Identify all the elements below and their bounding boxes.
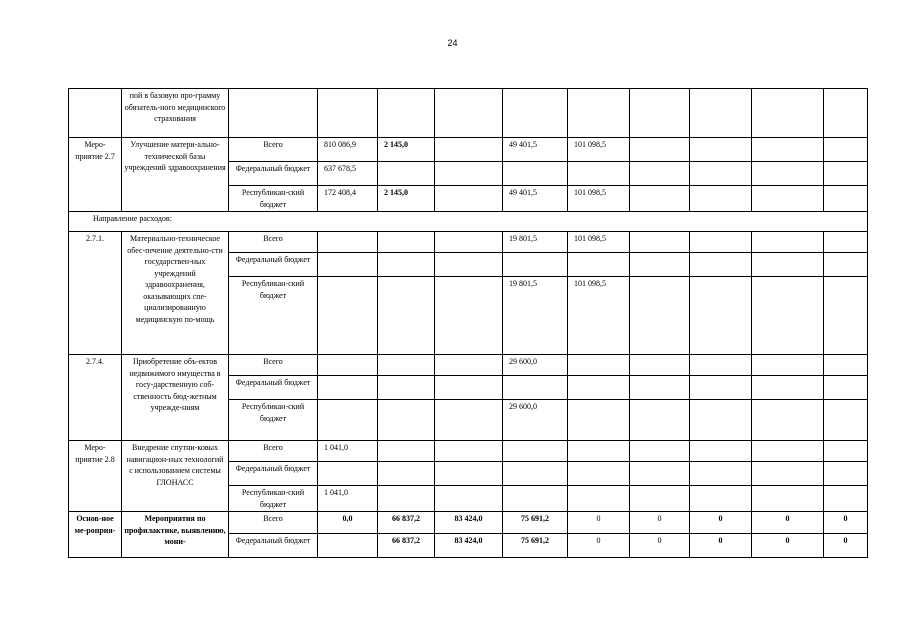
value-cell: 0 — [752, 534, 824, 558]
value-cell: 66 837,2 — [378, 512, 435, 534]
value-cell: 49 401,5 — [503, 138, 568, 162]
activity-code: Основ-ное ме-роприя- — [69, 512, 122, 558]
activity-name: Мероприятия по профилактике, выявлению, мони- — [122, 512, 229, 558]
value-cell: 66 837,2 — [378, 534, 435, 558]
table-row — [69, 441, 868, 462]
table-row — [69, 138, 868, 162]
source-label: Всего — [229, 232, 318, 253]
source-label: Республикан-ский бюджет — [229, 400, 318, 441]
source-label: Федеральный бюджет — [229, 376, 318, 400]
table-row — [69, 212, 868, 232]
value-cell: 810 086,9 — [318, 138, 378, 162]
source-label: Республикан-ский бюджет — [229, 486, 318, 512]
value-cell: 29 600,0 — [503, 400, 568, 441]
value-cell: 83 424,0 — [435, 512, 503, 534]
value-cell: 0 — [568, 512, 630, 534]
value-cell: 101 098,5 — [568, 186, 630, 212]
value-cell: 49 401,5 — [503, 186, 568, 212]
activity-name: Материально-техническое обес-печение деятельно-сти государствен-ных учреждений здравоохранения, оказывающих спе-циализированную медицинскую по-мощь — [122, 232, 229, 355]
source-label: Республикан-ский бюджет — [229, 186, 318, 212]
value-cell: 19 801,5 — [503, 277, 568, 355]
source-label: Всего — [229, 355, 318, 376]
activity-code: Меро-приятие 2.8 — [69, 441, 122, 512]
activity-code: 2.7.1. — [69, 232, 122, 355]
value-cell: 101 098,5 — [568, 232, 630, 253]
value-cell: 1 041,0 — [318, 486, 378, 512]
value-cell: 172 408,4 — [318, 186, 378, 212]
budget-table — [68, 88, 868, 558]
value-cell: 19 801,5 — [503, 232, 568, 253]
table-row — [69, 232, 868, 253]
source-label: Республикан-ский бюджет — [229, 277, 318, 355]
source-label: Федеральный бюджет — [229, 253, 318, 277]
value-cell: 83 424,0 — [435, 534, 503, 558]
value-cell: 2 145,0 — [378, 138, 435, 162]
value-cell: 101 098,5 — [568, 277, 630, 355]
table-row — [69, 512, 868, 534]
activity-name: Приобретение объ-ектов недвижимого имущества в госу-дарственную соб-ственность бюд-жетным учрежде-ниям — [122, 355, 229, 441]
value-cell: 0 — [630, 512, 690, 534]
value-cell: 637 678,5 — [318, 162, 378, 186]
source-label: Федеральный бюджет — [229, 462, 318, 486]
direction-heading: Направление расходов: — [69, 212, 868, 232]
value-cell: 101 098,5 — [568, 138, 630, 162]
value-cell: 29 600,0 — [503, 355, 568, 376]
table-row — [69, 355, 868, 376]
activity-code: 2.7.4. — [69, 355, 122, 441]
source-label: Федеральный бюджет — [229, 162, 318, 186]
value-cell: 0 — [630, 534, 690, 558]
value-cell: 2 145,0 — [378, 186, 435, 212]
value-cell: 0 — [752, 512, 824, 534]
source-label: Всего — [229, 138, 318, 162]
activity-code: Меро-приятие 2.7 — [69, 138, 122, 212]
activity-name: пой в базовую про-граммy обязатель-ного медицинского страхования — [122, 89, 229, 138]
value-cell: 0 — [824, 534, 868, 558]
page-number: 24 — [447, 38, 458, 48]
value-cell: 0 — [568, 534, 630, 558]
value-cell: 75 691,2 — [503, 534, 568, 558]
source-label: Всего — [229, 441, 318, 462]
table-row — [69, 89, 868, 138]
value-cell: 1 041,0 — [318, 441, 378, 462]
value-cell: 0 — [690, 512, 752, 534]
activity-name: Улучшение матери-ально-технической базы учреждений здравоохранения — [122, 138, 229, 212]
activity-name: Внедрение спутни-ковых навигацион-ных технологий с использованием системы ГЛОНАСС — [122, 441, 229, 512]
value-cell: 0 — [824, 512, 868, 534]
value-cell: 0 — [690, 534, 752, 558]
value-cell: 0,0 — [318, 512, 378, 534]
value-cell: 75 691,2 — [503, 512, 568, 534]
source-label: Федеральный бюджет — [229, 534, 318, 558]
source-label: Всего — [229, 512, 318, 534]
